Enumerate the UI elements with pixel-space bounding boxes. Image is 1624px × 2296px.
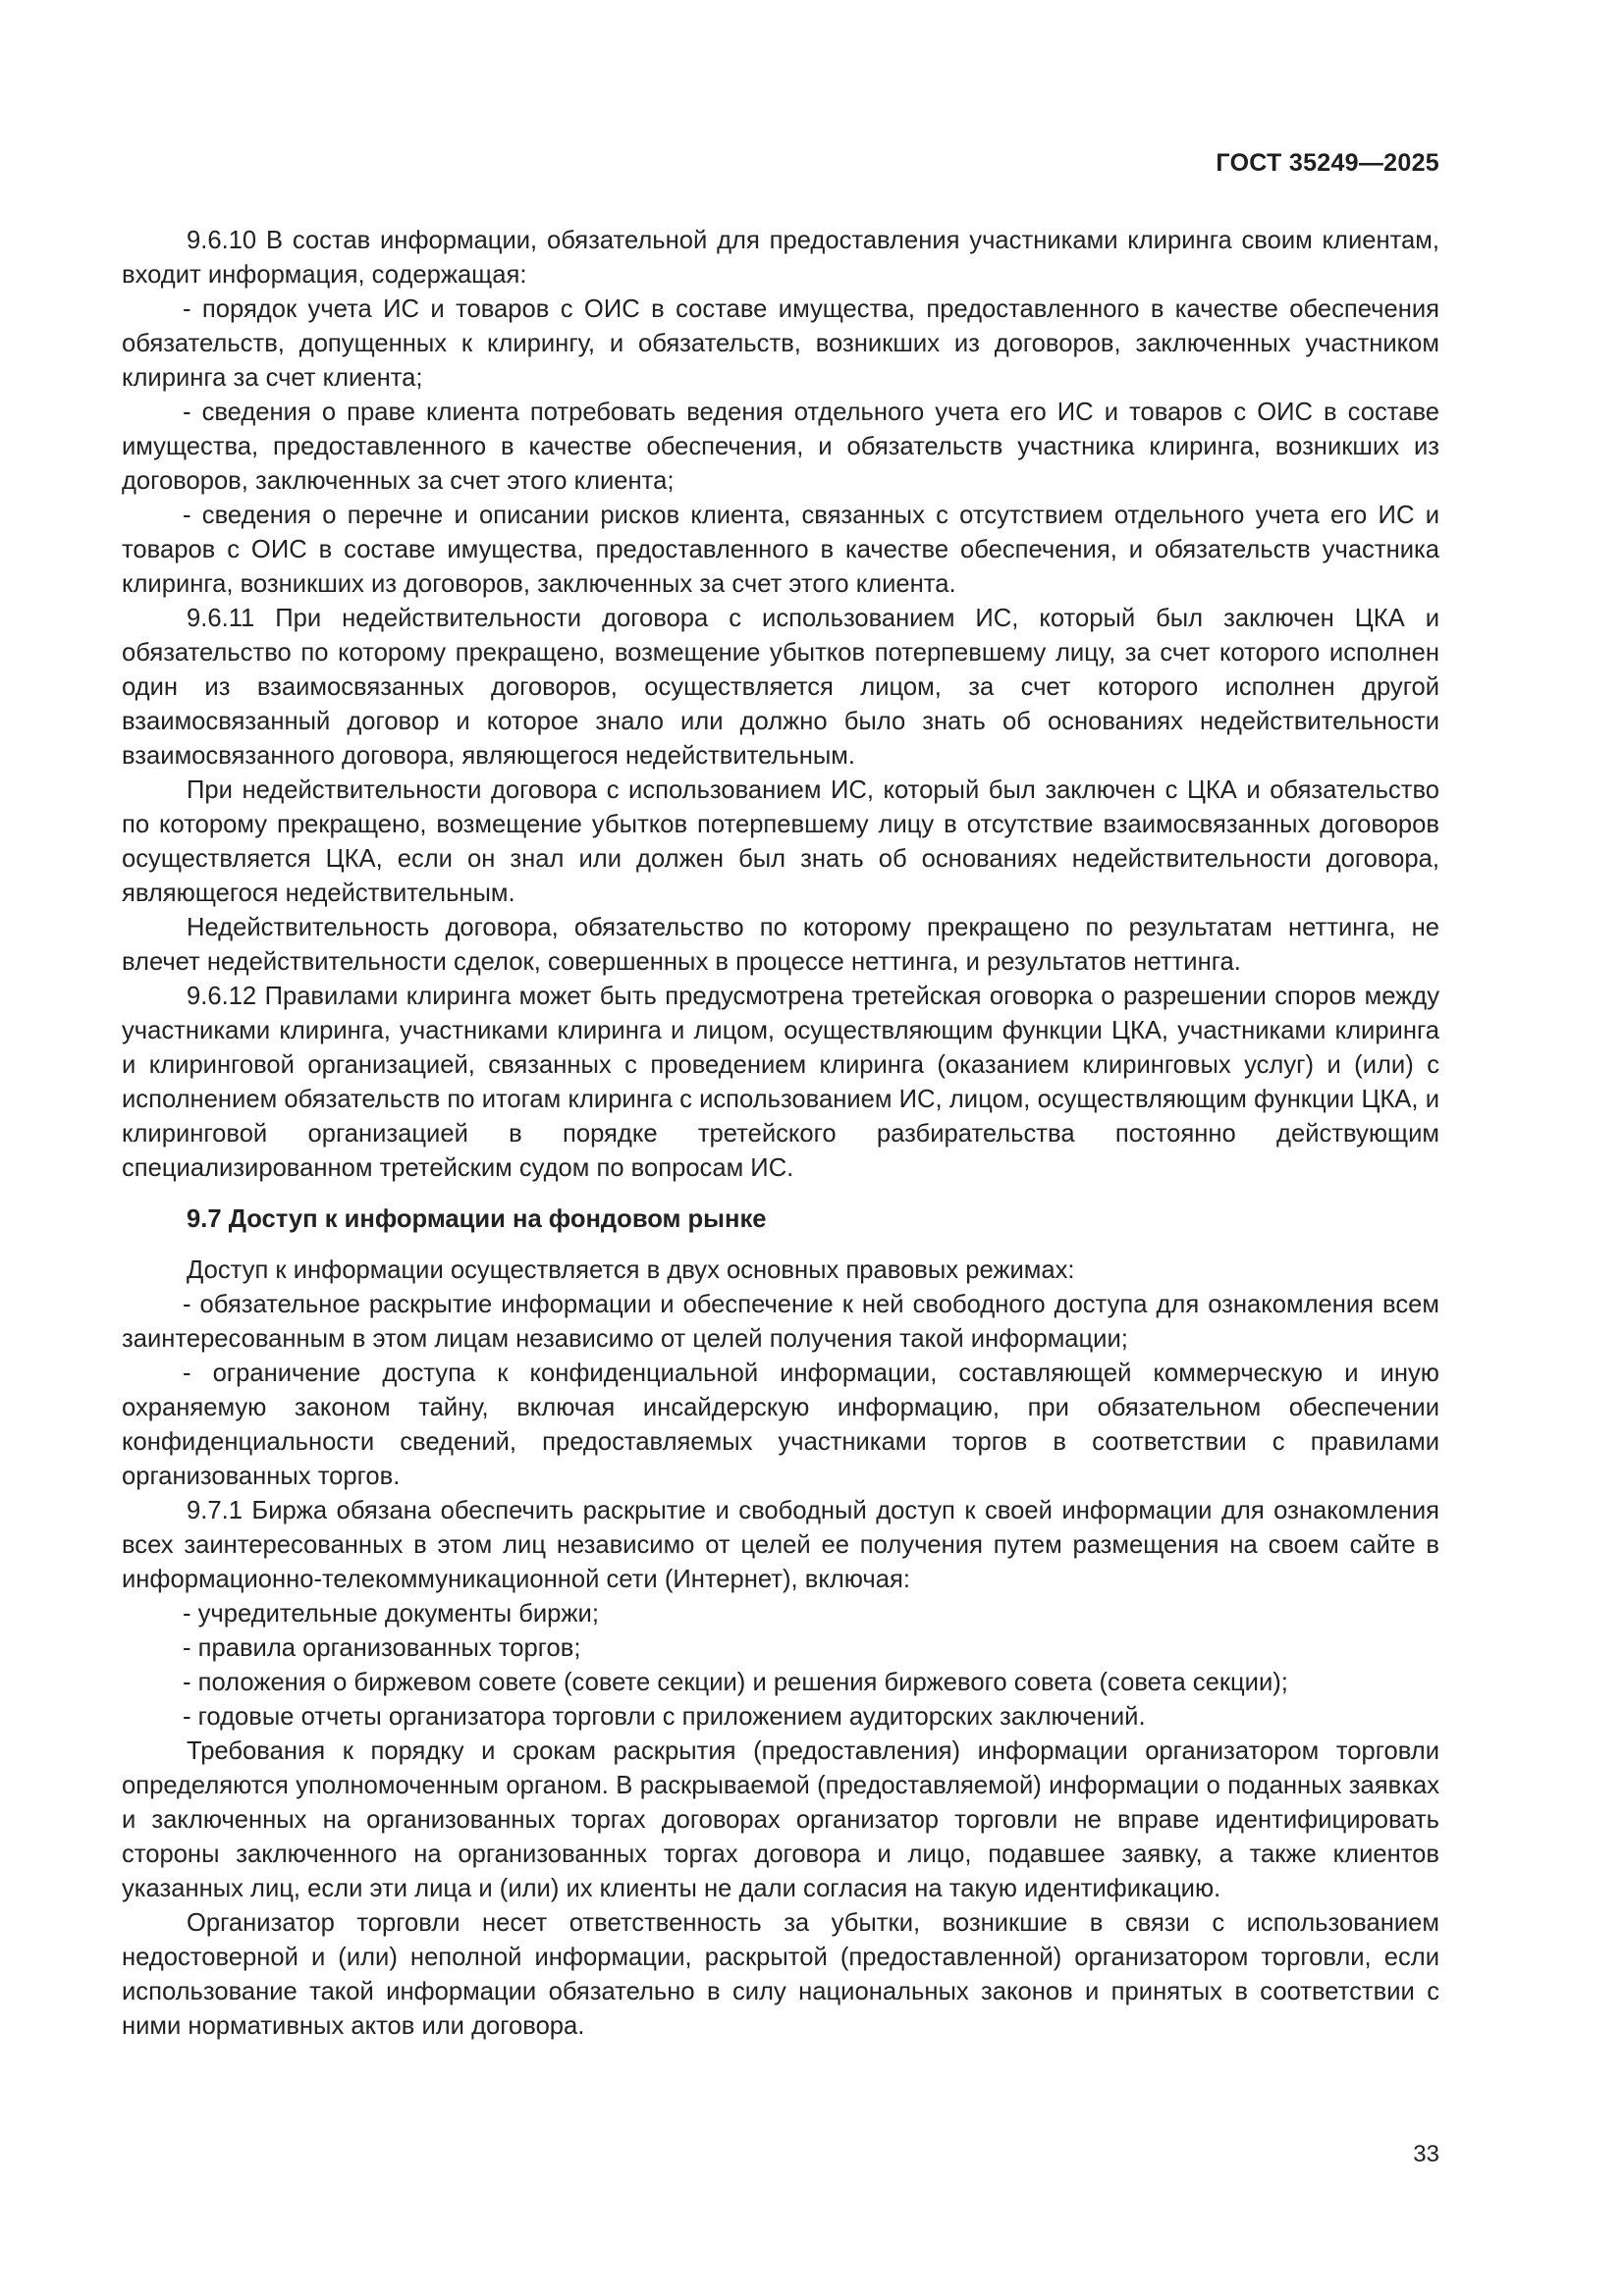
- list-item-founding-docs: - учредительные документы биржи;: [183, 1600, 599, 1628]
- paragraph-netting-invalidity: Недействительность договора, обязательство по которому прекращено по результатам неттинга, не влечет недействительности сделок, совершенных в процессе неттинга, и результатов неттинга.: [122, 914, 1439, 976]
- paragraph-9-6-10: 9.6.10 В состав информации, обязательной для предоставления участниками клиринга своим клиентам, входит информация, содержащая:: [122, 227, 1439, 289]
- paragraph-9-7-1: 9.7.1 Биржа обязана обеспечить раскрытие и свободный доступ к своей информации для ознакомления всех заинтересованных в этом лиц независимо от целей ее получения путем размещения на своем сайте в информационно-телекоммуникационной сети (Интернет), включая:: [122, 1497, 1439, 1593]
- page-number: 33: [1413, 2141, 1439, 2167]
- paragraph-disclosure-requirements: Требования к порядку и срокам раскрытия (предоставления) информации организатором торговли определяются уполномоченным органом. В раскрываемой (предоставляемой) информации о поданных заявках и заключенных на организованных торгах договорах организатор торговли не вправе идентифицировать стороны заключенного на организованных торгах договора и лицо, подавшее заявку, а также клиентов указанных лиц, если эти лица и (или) их клиенты не дали согласия на такую идентификацию.: [122, 1737, 1439, 1902]
- paragraph-access-regimes: Доступ к информации осуществляется в двух основных правовых режимах:: [187, 1256, 1075, 1284]
- paragraph-organizer-liability: Организатор торговли несет ответственность за убытки, возникшие в связи с использованием недостоверной и (или) неполной информации, раскрытой (предоставленной) организатором торговли, если использование такой информации обязательно в силу национальных законов и принятых в соответствии с ними нормативных актов или договора.: [122, 1909, 1439, 2040]
- list-item-trading-rules: - правила организованных торгов;: [183, 1634, 581, 1662]
- section-heading-9-7: 9.7 Доступ к информации на фондовом рынке: [187, 1205, 767, 1233]
- bullet-client-risks: - сведения о перечне и описании рисков клиента, связанных с отсутствием отдельного учета его ИС и товаров с ОИС в составе имущества, предоставленного в качестве обеспечения, и обязательств участника клиринга, возникших из договоров, заключенных за счет этого клиента.: [122, 502, 1439, 598]
- bullet-access-restriction: - ограничение доступа к конфиденциальной информации, составляющей коммерческую и иную охраняемую законом тайну, включая инсайдерскую информацию, при обязательном обеспечении конфиденциальности сведений, предоставляемых участниками торгов в соответствии с правилами организованных торгов.: [122, 1360, 1439, 1490]
- document-code-header: ГОСТ 35249—2025: [1216, 149, 1439, 177]
- paragraph-9-6-11: 9.6.11 При недействительности договора с использованием ИС, который был заключен ЦКА и обязательство по которому прекращено, возмещение убытков потерпевшему лицу, за счет которого исполнен один из взаимосвязанных договоров, осуществляется лицом, за счет которого исполнен другой взаимосвязанный договор и которое знало или должно было знать об основаниях недействительности взаимосвязанного договора, являющегося недействительным.: [122, 605, 1439, 770]
- list-item-annual-reports: - годовые отчеты организатора торговли с приложением аудиторских заключений.: [183, 1703, 1146, 1731]
- document-body: [122, 224, 1439, 2044]
- list-item-exchange-council: - положения о биржевом совете (совете секции) и решения биржевого совета (совета секции);: [183, 1669, 1288, 1696]
- paragraph-invalidity-cka: При недействительности договора с использованием ИС, который был заключен с ЦКА и обязательство по которому прекращено, возмещение убытков потерпевшему лицу в отсутствие взаимосвязанных договоров осуществляется ЦКА, если он знал или должен был знать об основаниях недействительности договора, являющегося недействительным.: [122, 776, 1439, 907]
- bullet-mandatory-disclosure: - обязательное раскрытие информации и обеспечение к ней свободного доступа для ознакомления всем заинтересованным в этом лицам независимо от целей получения такой информации;: [122, 1291, 1439, 1353]
- bullet-accounting-order: - порядок учета ИС и товаров с ОИС в составе имущества, предоставленного в качестве обеспечения обязательств, допущенных к клирингу, и обязательств, возникших из договоров, заключенных участником клиринга за счет клиента;: [122, 295, 1439, 392]
- paragraph-9-6-12: 9.6.12 Правилами клиринга может быть предусмотрена третейская оговорка о разрешении споров между участниками клиринга, участниками клиринга и лицом, осуществляющим функции ЦКА, участниками клиринга и клиринговой организацией, связанных с проведением клиринга (оказанием клиринговых услуг) и (или) с исполнением обязательств по итогам клиринга с использованием ИС, лицом, осуществляющим функции ЦКА, и клиринговой организацией в порядке третейского разбирательства постоянно действующим специализированном третейским судом по вопросам ИС.: [122, 983, 1439, 1182]
- bullet-client-right: - сведения о праве клиента потребовать ведения отдельного учета его ИС и товаров с ОИС в составе имущества, предоставленного в качестве обеспечения, и обязательств участника клиринга, возникших из договоров, заключенных за счет этого клиента;: [122, 399, 1439, 495]
